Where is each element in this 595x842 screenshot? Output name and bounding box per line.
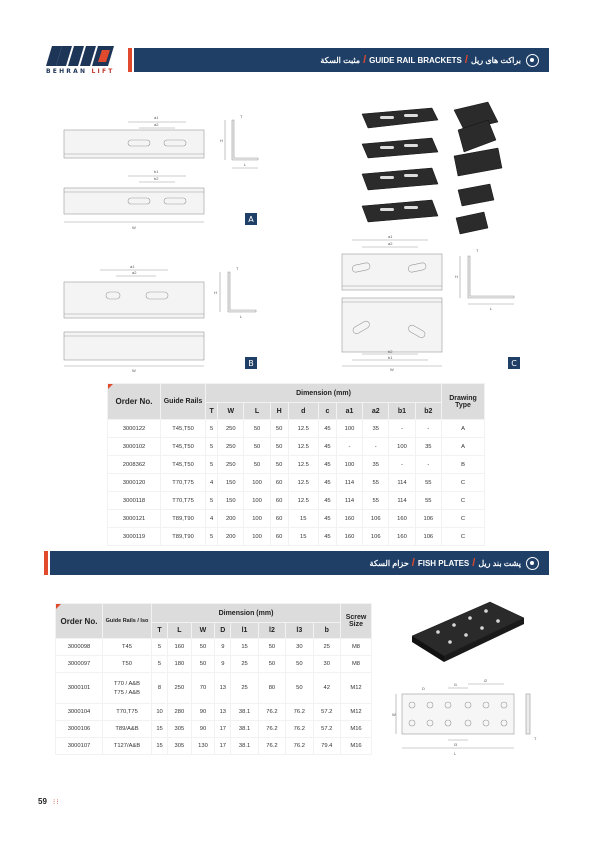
col-dim-l2: l2 bbox=[259, 623, 285, 638]
slash-divider: / bbox=[411, 557, 415, 569]
cell-dimension: 15 bbox=[289, 528, 319, 545]
col-dim-l1: l1 bbox=[231, 623, 257, 638]
label-a1: a1 bbox=[388, 234, 393, 239]
cell-dimension: 15 bbox=[152, 721, 167, 737]
label-a2: a2 bbox=[154, 122, 159, 127]
cell-dimension: 160 bbox=[389, 528, 414, 545]
label-l2: l2 bbox=[484, 678, 488, 683]
cell-dimension: 76.2 bbox=[286, 721, 312, 737]
cell-dimension: 50 bbox=[271, 420, 288, 437]
label-b2: b2 bbox=[388, 349, 393, 354]
cell-rails: T45 bbox=[103, 639, 151, 655]
cell-screw: M12 bbox=[341, 704, 371, 720]
cell-dimension: 13 bbox=[215, 704, 230, 720]
cell-dimension: 45 bbox=[319, 420, 336, 437]
cell-dimension: 45 bbox=[319, 438, 336, 455]
cell-dimension: 160 bbox=[337, 510, 362, 527]
cell-order: 3000104 bbox=[56, 704, 102, 720]
label-a1: a1 bbox=[154, 115, 159, 120]
cell-rails: T70,T75 bbox=[161, 474, 205, 491]
table-row bbox=[56, 656, 371, 672]
label-b1: b1 bbox=[154, 169, 159, 174]
cell-dimension: 12.5 bbox=[289, 438, 319, 455]
cell-dimension: 17 bbox=[215, 738, 230, 754]
cell-dimension: 250 bbox=[218, 420, 243, 437]
col-type: Drawing Type bbox=[442, 384, 484, 419]
cell-dimension: 4 bbox=[206, 474, 217, 491]
cell-order: 3000097 bbox=[56, 656, 102, 672]
cell-dimension: 60 bbox=[271, 528, 288, 545]
cell-dimension: 57.2 bbox=[314, 704, 340, 720]
section-banner-brackets bbox=[134, 48, 549, 72]
cell-dimension: 45 bbox=[319, 492, 336, 509]
label-h: H bbox=[220, 138, 223, 143]
cell-dimension: 30 bbox=[286, 639, 312, 655]
drawing-a bbox=[60, 108, 260, 233]
section-banner-fish bbox=[50, 551, 549, 575]
cell-dimension: 160 bbox=[389, 510, 414, 527]
col-dim-c: c bbox=[319, 403, 336, 419]
cell-dimension: 5 bbox=[152, 656, 167, 672]
cell-dimension: 79.4 bbox=[314, 738, 340, 754]
cell-dimension: 160 bbox=[168, 639, 191, 655]
banner-title-en: FISH PLATES bbox=[417, 558, 470, 568]
cell-dimension: 76.2 bbox=[286, 704, 312, 720]
label-a2: a2 bbox=[132, 270, 137, 275]
gear-icon bbox=[526, 54, 539, 67]
cell-type: C bbox=[442, 528, 484, 545]
cell-dimension: 35 bbox=[363, 420, 388, 437]
cell-type: A bbox=[442, 420, 484, 437]
cell-dimension: 114 bbox=[337, 492, 362, 509]
label-a2: a2 bbox=[388, 241, 393, 246]
table-row bbox=[108, 492, 484, 509]
cell-dimension: 76.2 bbox=[286, 738, 312, 754]
drawing-c bbox=[338, 232, 528, 372]
cell-rails bbox=[103, 673, 151, 703]
table-row bbox=[108, 528, 484, 545]
slash-divider: / bbox=[472, 557, 476, 569]
cell-type: B bbox=[442, 456, 484, 473]
cell-dimension: 45 bbox=[319, 474, 336, 491]
label-w: W bbox=[132, 225, 136, 230]
cell-dimension: 100 bbox=[389, 438, 414, 455]
label-t: T bbox=[240, 114, 243, 119]
col-dim-t: T bbox=[206, 403, 217, 419]
cell-dimension: 38.1 bbox=[231, 721, 257, 737]
drawing-b bbox=[60, 260, 260, 375]
col-order: Order No. bbox=[56, 604, 102, 638]
cell-dimension: 76.2 bbox=[259, 704, 285, 720]
brand-logo bbox=[46, 46, 118, 78]
cell-dimension: 25 bbox=[231, 656, 257, 672]
cell-type: A bbox=[442, 438, 484, 455]
cell-dimension: 13 bbox=[215, 673, 230, 703]
slash-divider: / bbox=[363, 54, 367, 66]
brand-name: BEHRAN LIFT bbox=[46, 68, 115, 75]
cell-dimension: 70 bbox=[192, 673, 215, 703]
cell-dimension: - bbox=[416, 420, 441, 437]
label-d: D bbox=[422, 686, 425, 691]
cell-dimension: 200 bbox=[218, 528, 243, 545]
cell-rails: T45,T50 bbox=[161, 438, 205, 455]
cell-dimension: 100 bbox=[244, 510, 269, 527]
cell-screw: M8 bbox=[341, 639, 371, 655]
banner-title-en: GUIDE RAIL BRACKETS bbox=[369, 55, 462, 65]
label-a1: a1 bbox=[130, 264, 135, 269]
cell-dimension: 50 bbox=[271, 456, 288, 473]
cell-dimension: 50 bbox=[192, 639, 215, 655]
table-row bbox=[108, 474, 484, 491]
cell-dimension: 4 bbox=[206, 510, 217, 527]
col-screw: Screw Size bbox=[341, 604, 371, 638]
col-dimension: Dimension (mm) bbox=[206, 384, 441, 402]
cell-dimension: 55 bbox=[416, 492, 441, 509]
col-dim-l: L bbox=[244, 403, 269, 419]
cell-dimension: 15 bbox=[152, 738, 167, 754]
label-t: T bbox=[236, 266, 239, 271]
table-row bbox=[56, 738, 371, 754]
cell-dimension: 45 bbox=[319, 456, 336, 473]
cell-dimension: 106 bbox=[416, 510, 441, 527]
cell-dimension: 90 bbox=[192, 721, 215, 737]
cell-rails: T70,T75 bbox=[161, 492, 205, 509]
cell-dimension: 150 bbox=[218, 474, 243, 491]
drawing-tag-a: A bbox=[245, 213, 257, 225]
page-dots: ⁝⁝ bbox=[53, 799, 60, 806]
cell-dimension: 50 bbox=[244, 420, 269, 437]
cell-dimension: 50 bbox=[259, 656, 285, 672]
cell-dimension: 35 bbox=[416, 438, 441, 455]
cell-dimension: 42 bbox=[314, 673, 340, 703]
cell-dimension: 5 bbox=[152, 639, 167, 655]
col-dim-l: L bbox=[168, 623, 191, 638]
cell-dimension: 50 bbox=[286, 656, 312, 672]
bracket-photo bbox=[358, 100, 528, 240]
cell-dimension: 5 bbox=[206, 492, 217, 509]
brand-logo-mark bbox=[46, 46, 116, 66]
cell-order: 3000121 bbox=[108, 510, 160, 527]
banner-title-fa: براکت های ریل bbox=[470, 55, 521, 65]
cell-dimension: 90 bbox=[192, 704, 215, 720]
cell-rails: T89/A&B bbox=[103, 721, 151, 737]
cell-dimension: 80 bbox=[259, 673, 285, 703]
table-row bbox=[56, 721, 371, 737]
col-dim-b: b bbox=[314, 623, 340, 638]
cell-dimension: 55 bbox=[363, 492, 388, 509]
table-row bbox=[108, 456, 484, 473]
cell-dimension: 76.2 bbox=[259, 738, 285, 754]
cell-dimension: 100 bbox=[244, 492, 269, 509]
cell-dimension: - bbox=[416, 456, 441, 473]
cell-dimension: 25 bbox=[314, 639, 340, 655]
label-b1: b1 bbox=[388, 355, 393, 360]
cell-screw: M16 bbox=[341, 721, 371, 737]
label-l3: l3 bbox=[454, 742, 458, 747]
cell-type: C bbox=[442, 492, 484, 509]
col-dim-b2: b2 bbox=[416, 403, 441, 419]
cell-dimension: 12.5 bbox=[289, 492, 319, 509]
gear-icon bbox=[526, 557, 539, 570]
cell-order: 3000119 bbox=[108, 528, 160, 545]
col-dimension: Dimension (mm) bbox=[152, 604, 340, 622]
cell-dimension: 100 bbox=[244, 528, 269, 545]
cell-dimension: 76.2 bbox=[259, 721, 285, 737]
cell-dimension: 100 bbox=[337, 420, 362, 437]
cell-dimension: 10 bbox=[152, 704, 167, 720]
label-w: W bbox=[392, 712, 396, 717]
cell-dimension: 106 bbox=[416, 528, 441, 545]
cell-dimension: 35 bbox=[363, 456, 388, 473]
cell-dimension: 5 bbox=[206, 528, 217, 545]
banner-title-ar: حزام السكة bbox=[369, 558, 409, 568]
col-order: Order No. bbox=[108, 384, 160, 419]
cell-rails: T127/A&B bbox=[103, 738, 151, 754]
cell-dimension: 15 bbox=[231, 639, 257, 655]
page-number: 59 bbox=[38, 797, 47, 806]
cell-dimension: 106 bbox=[363, 510, 388, 527]
table-row bbox=[56, 704, 371, 720]
col-rails: Guide Rails / Iso bbox=[103, 604, 151, 638]
cell-order: 3000101 bbox=[56, 673, 102, 703]
cell-dimension: 55 bbox=[416, 474, 441, 491]
table-row bbox=[108, 438, 484, 455]
label-w: W bbox=[132, 368, 136, 373]
col-dim-l3: l3 bbox=[286, 623, 312, 638]
cell-dimension: 5 bbox=[206, 456, 217, 473]
cell-order: 3000106 bbox=[56, 721, 102, 737]
cell-dimension: 57.2 bbox=[314, 721, 340, 737]
cell-dimension: 12.5 bbox=[289, 456, 319, 473]
cell-order: 3000120 bbox=[108, 474, 160, 491]
cell-dimension: 50 bbox=[244, 438, 269, 455]
banner-title-ar: مثبت السكة bbox=[320, 55, 361, 65]
cell-dimension: 12.5 bbox=[289, 474, 319, 491]
cell-dimension: 180 bbox=[168, 656, 191, 672]
table-row bbox=[108, 420, 484, 437]
label-l: L bbox=[240, 314, 243, 319]
cell-dimension: - bbox=[363, 438, 388, 455]
banner-accent bbox=[128, 48, 132, 72]
cell-dimension: 100 bbox=[244, 474, 269, 491]
cell-screw: M16 bbox=[341, 738, 371, 754]
label-h: H bbox=[455, 274, 458, 279]
cell-dimension: 114 bbox=[389, 492, 414, 509]
slash-divider: / bbox=[464, 54, 468, 66]
cell-dimension: 130 bbox=[192, 738, 215, 754]
col-dim-w: W bbox=[192, 623, 215, 638]
banner-title-fa: پشت بند ریل bbox=[478, 558, 521, 568]
label-t: T bbox=[476, 248, 479, 253]
cell-dimension: 50 bbox=[192, 656, 215, 672]
cell-dimension: 305 bbox=[168, 738, 191, 754]
banner-accent bbox=[44, 551, 48, 575]
cell-dimension: 280 bbox=[168, 704, 191, 720]
label-b2: b2 bbox=[154, 176, 159, 181]
brackets-table bbox=[107, 383, 485, 546]
col-dim-d: d bbox=[289, 403, 319, 419]
cell-rails-line: T70 / A&B bbox=[113, 680, 141, 687]
cell-dimension: 8 bbox=[152, 673, 167, 703]
col-dim-h: H bbox=[271, 403, 288, 419]
cell-dimension: 17 bbox=[215, 721, 230, 737]
fish-plate-photo bbox=[408, 598, 526, 662]
label-t: T bbox=[534, 736, 537, 741]
cell-order: 3000098 bbox=[56, 639, 102, 655]
cell-dimension: 9 bbox=[215, 639, 230, 655]
cell-dimension: 114 bbox=[337, 474, 362, 491]
cell-rails: T45,T50 bbox=[161, 420, 205, 437]
cell-order: 3000118 bbox=[108, 492, 160, 509]
cell-dimension: - bbox=[337, 438, 362, 455]
cell-dimension: 5 bbox=[206, 420, 217, 437]
cell-dimension: 250 bbox=[218, 456, 243, 473]
table-row bbox=[56, 673, 371, 703]
cell-dimension: 15 bbox=[289, 510, 319, 527]
cell-dimension: 305 bbox=[168, 721, 191, 737]
table-row bbox=[108, 510, 484, 527]
cell-dimension: 50 bbox=[271, 438, 288, 455]
cell-dimension: 50 bbox=[244, 456, 269, 473]
cell-screw: M12 bbox=[341, 673, 371, 703]
cell-dimension: 160 bbox=[337, 528, 362, 545]
cell-rails-line: T75 / A&B bbox=[113, 689, 141, 696]
cell-rails: T70,T75 bbox=[103, 704, 151, 720]
cell-rails: T89,T90 bbox=[161, 510, 205, 527]
cell-type: C bbox=[442, 510, 484, 527]
cell-dimension: 100 bbox=[337, 456, 362, 473]
fish-plate-drawing bbox=[392, 676, 542, 756]
col-rails: Guide Rails bbox=[161, 384, 205, 419]
cell-dimension: 38.1 bbox=[231, 738, 257, 754]
cell-order: 3000107 bbox=[56, 738, 102, 754]
cell-dimension: 38.1 bbox=[231, 704, 257, 720]
col-dim-d: D bbox=[215, 623, 230, 638]
col-dim-a1: a1 bbox=[337, 403, 362, 419]
cell-dimension: 55 bbox=[363, 474, 388, 491]
col-dim-a2: a2 bbox=[363, 403, 388, 419]
cell-order: 3000122 bbox=[108, 420, 160, 437]
col-dim-w: W bbox=[218, 403, 243, 419]
label-h: H bbox=[214, 290, 217, 295]
label-l: L bbox=[244, 162, 247, 167]
label-l: L bbox=[490, 306, 493, 311]
cell-rails: T89,T90 bbox=[161, 528, 205, 545]
col-dim-b1: b1 bbox=[389, 403, 414, 419]
cell-dimension: 250 bbox=[168, 673, 191, 703]
cell-rails: T45,T50 bbox=[161, 456, 205, 473]
cell-dimension: 106 bbox=[363, 528, 388, 545]
cell-dimension: 25 bbox=[231, 673, 257, 703]
cell-dimension: 60 bbox=[271, 474, 288, 491]
cell-dimension: 114 bbox=[389, 474, 414, 491]
fish-plates-table bbox=[55, 603, 372, 755]
cell-dimension: 50 bbox=[259, 639, 285, 655]
cell-dimension: 5 bbox=[206, 438, 217, 455]
cell-type: C bbox=[442, 474, 484, 491]
cell-dimension: 30 bbox=[314, 656, 340, 672]
table-row bbox=[56, 639, 371, 655]
col-dim-t: T bbox=[152, 623, 167, 638]
cell-dimension: 45 bbox=[319, 510, 336, 527]
label-l: L bbox=[454, 751, 457, 756]
cell-rails: T50 bbox=[103, 656, 151, 672]
cell-screw: M8 bbox=[341, 656, 371, 672]
label-l1: l1 bbox=[454, 682, 458, 687]
cell-dimension: 12.5 bbox=[289, 420, 319, 437]
label-w: W bbox=[390, 367, 394, 372]
cell-dimension: 60 bbox=[271, 510, 288, 527]
cell-dimension: 200 bbox=[218, 510, 243, 527]
cell-dimension: 60 bbox=[271, 492, 288, 509]
cell-dimension: - bbox=[389, 420, 414, 437]
cell-dimension: 9 bbox=[215, 656, 230, 672]
drawing-tag-c: C bbox=[508, 357, 520, 369]
cell-dimension: 45 bbox=[319, 528, 336, 545]
cell-order: 3000102 bbox=[108, 438, 160, 455]
drawing-tag-b: B bbox=[245, 357, 257, 369]
cell-dimension: 50 bbox=[286, 673, 312, 703]
cell-dimension: 250 bbox=[218, 438, 243, 455]
cell-dimension: - bbox=[389, 456, 414, 473]
cell-dimension: 150 bbox=[218, 492, 243, 509]
cell-order: 2008362 bbox=[108, 456, 160, 473]
